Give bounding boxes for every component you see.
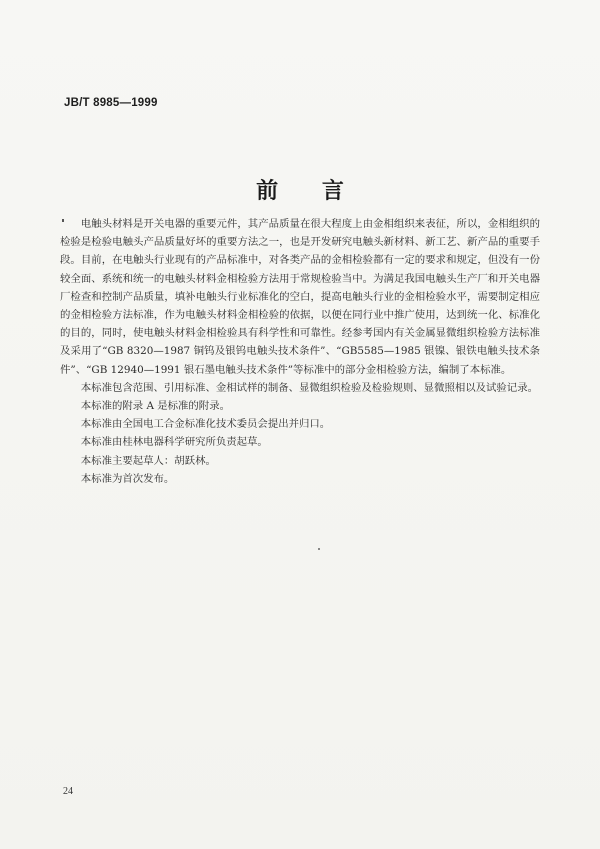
page-number: 24 (63, 786, 73, 797)
paragraph-drafter: 本标准主要起草人：胡跃林。 (80, 454, 216, 467)
paragraph-drafting-unit: 本标准由桂林电器科学研究所负责起草。 (80, 436, 268, 449)
paragraph-intro: 电触头材料是开关电器的重要元件，其产品质量在很大程度上由金相组织来表征，所以，金相组织的检验是检验电触头产品质量好坏的重要方法之一，也是开发研究电触头新材料、新工艺、新产品的重要手段。目前，在电触头行业现有的产品标准中，对各类产品的金相检验都有一定的要求和规定，但没有一份较全面、系统和统一的电触头材料金相检验方法用于常规检验当中。为满足我国电触头生产厂和开关电器厂检查和控制产品质量，填补电触头行业标准化的空白，提高电触头行业的金相检验水平，需要制定相应的金相检验方法标准，作为电触头材料金相检验的依据，以便在同行业中推广使用，达到统一化、标准化的目的，同时，使电触头材料金相检验具有科学性和可靠性。经参考国内有关金属显微组织检验方法标准及采用了“GB 8320—1987 铜钨及银钨电触头技术条件”、“GB5585—1985 银镍、银铁电触头技术条件”、“GB 12940—1991 银石墨电触头技术条件”等标准中的部分金相检验方法，编制了本标准。 (60, 218, 540, 376)
foreword-body (60, 215, 540, 488)
paragraph-proposer: 本标准由全国电工合金标准化技术委员会提出并归口。 (80, 418, 331, 431)
paragraph-appendix: 本标准的附录 A 是标准的附录。 (80, 400, 230, 413)
paragraph-first-release: 本标准为首次发布。 (80, 472, 175, 485)
section-title: 前 言 (256, 179, 362, 204)
paragraph-scope: 本标准包含范围、引用标准、金相试样的制备、显微组织检验及检验规则、显微照相以及试验记录。 (80, 381, 538, 394)
standard-code: JB/T 8985—1999 (64, 97, 158, 109)
scan-speck (318, 548, 320, 550)
